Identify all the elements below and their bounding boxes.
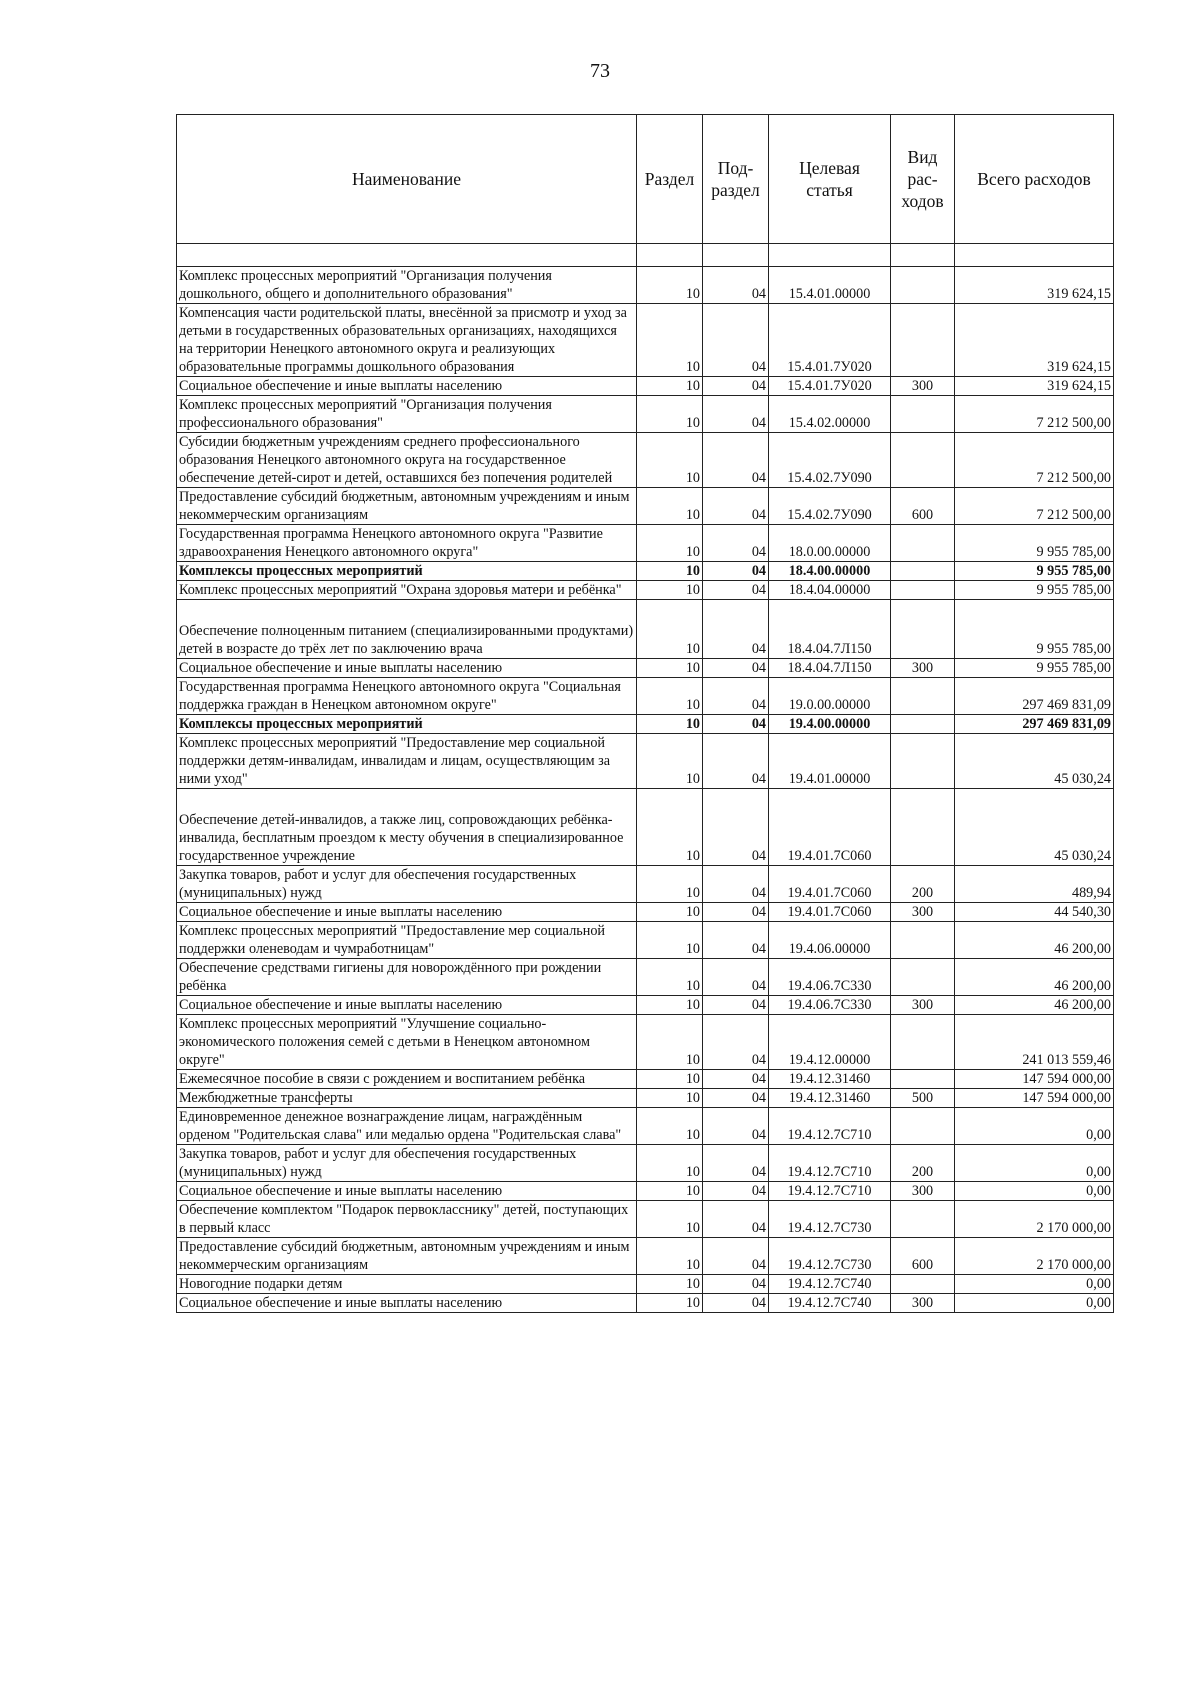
row-kind-cell [891,922,955,959]
row-total-cell: 319 624,15 [955,267,1114,304]
table-row [177,267,1114,304]
row-total-cell: 46 200,00 [955,959,1114,996]
row-kind-cell [891,304,955,377]
table-row [177,1089,1114,1108]
row-target-cell: 18.4.04.7Л150 [769,659,891,678]
row-subsection-cell: 04 [703,866,769,903]
row-total-cell: 147 594 000,00 [955,1070,1114,1089]
row-name-cell: Закупка товаров, работ и услуг для обеспечения государственных (муниципальных) нужд [177,866,637,903]
row-total-cell: 297 469 831,09 [955,678,1114,715]
row-target-cell: 19.4.06.00000 [769,922,891,959]
row-section-cell: 10 [637,525,703,562]
row-target-cell: 19.4.12.7С710 [769,1182,891,1201]
row-total-cell: 0,00 [955,1294,1114,1313]
row-subsection-cell: 04 [703,1294,769,1313]
row-name-cell: Комплекс процессных мероприятий "Охрана здоровья матери и ребёнка" [177,581,637,600]
row-target-cell: 18.4.04.00000 [769,581,891,600]
row-kind-cell [891,789,955,866]
row-subsection-cell: 04 [703,1182,769,1201]
spacer-cell [769,244,891,267]
row-name-cell: Обеспечение комплектом "Подарок первокласснику" детей, поступающих в первый класс [177,1201,637,1238]
row-kind-cell: 300 [891,659,955,678]
row-kind-cell: 300 [891,377,955,396]
row-total-cell: 0,00 [955,1182,1114,1201]
row-name-cell: Предоставление субсидий бюджетным, автономным учреждениям и иным некоммерческим организациям [177,1238,637,1275]
row-target-cell: 15.4.02.00000 [769,396,891,433]
row-subsection-cell: 04 [703,1108,769,1145]
row-subsection-cell: 04 [703,377,769,396]
row-name-cell: Компенсация части родительской платы, внесённой за присмотр и уход за детьми в государственных образовательных организациях, находящихся на территории Ненецкого автономного округа и реализующих образовательные программы дошкольного образования [177,304,637,377]
row-target-cell: 19.4.12.00000 [769,1015,891,1070]
table-row [177,1275,1114,1294]
table-row [177,715,1114,734]
spacer-cell [637,244,703,267]
table-row [177,377,1114,396]
row-name-cell: Ежемесячное пособие в связи с рождением и воспитанием ребёнка [177,1070,637,1089]
row-target-cell: 15.4.02.7У090 [769,488,891,525]
row-subsection-cell: 04 [703,734,769,789]
row-section-cell: 10 [637,659,703,678]
row-name-cell: Комплекс процессных мероприятий "Предоставление мер социальной поддержки детям-инвалидам, инвалидам и лицам, осуществляющим за ними уход" [177,734,637,789]
row-name-cell: Единовременное денежное вознаграждение лицам, награждённым орденом "Родительская слава" или медалью ордена "Родительская слава" [177,1108,637,1145]
row-section-cell: 10 [637,600,703,659]
row-kind-cell [891,1201,955,1238]
row-kind-cell [891,959,955,996]
table-header-row [177,115,1114,244]
table-row [177,996,1114,1015]
row-kind-cell [891,1070,955,1089]
row-target-cell: 15.4.02.7У090 [769,433,891,488]
row-name-cell: Комплекс процессных мероприятий "Организация получения дошкольного, общего и дополнительного образования" [177,267,637,304]
row-section-cell: 10 [637,1089,703,1108]
row-kind-cell [891,715,955,734]
row-subsection-cell: 04 [703,678,769,715]
row-kind-cell: 500 [891,1089,955,1108]
header-target: Целевая статья [769,115,891,244]
row-target-cell: 19.4.12.31460 [769,1070,891,1089]
row-total-cell: 46 200,00 [955,922,1114,959]
row-kind-cell: 300 [891,996,955,1015]
table-row [177,789,1114,866]
row-section-cell: 10 [637,866,703,903]
row-target-cell: 19.4.01.00000 [769,734,891,789]
row-subsection-cell: 04 [703,1275,769,1294]
row-subsection-cell: 04 [703,659,769,678]
row-total-cell: 147 594 000,00 [955,1089,1114,1108]
table-row [177,1015,1114,1070]
row-name-cell: Социальное обеспечение и иные выплаты населению [177,1182,637,1201]
row-target-cell: 19.4.12.7С730 [769,1238,891,1275]
row-total-cell: 2 170 000,00 [955,1238,1114,1275]
table-row [177,959,1114,996]
table-row [177,659,1114,678]
row-target-cell: 19.4.00.00000 [769,715,891,734]
row-total-cell: 0,00 [955,1108,1114,1145]
table-row [177,488,1114,525]
row-subsection-cell: 04 [703,922,769,959]
row-section-cell: 10 [637,581,703,600]
row-total-cell: 0,00 [955,1145,1114,1182]
row-kind-cell [891,525,955,562]
table-row [177,1108,1114,1145]
row-name-cell: Социальное обеспечение и иные выплаты населению [177,1294,637,1313]
row-kind-cell: 600 [891,488,955,525]
row-target-cell: 19.4.12.7С730 [769,1201,891,1238]
header-name: Наименование [177,115,637,244]
row-target-cell: 19.4.12.31460 [769,1089,891,1108]
header-kind: Вид рас- ходов [891,115,955,244]
table-row [177,1238,1114,1275]
row-subsection-cell: 04 [703,488,769,525]
row-name-cell: Социальное обеспечение и иные выплаты населению [177,659,637,678]
row-total-cell: 319 624,15 [955,304,1114,377]
row-total-cell: 44 540,30 [955,903,1114,922]
row-total-cell: 9 955 785,00 [955,525,1114,562]
row-kind-cell: 300 [891,1294,955,1313]
row-section-cell: 10 [637,1015,703,1070]
row-subsection-cell: 04 [703,1015,769,1070]
row-section-cell: 10 [637,377,703,396]
table-row [177,866,1114,903]
row-total-cell: 241 013 559,46 [955,1015,1114,1070]
row-name-cell: Новогодние подарки детям [177,1275,637,1294]
row-kind-cell [891,396,955,433]
row-name-cell: Социальное обеспечение и иные выплаты населению [177,903,637,922]
row-subsection-cell: 04 [703,304,769,377]
row-name-cell: Обеспечение полноценным питанием (специализированными продуктами) детей в возрасте до трёх лет по заключению врача [177,600,637,659]
row-total-cell: 7 212 500,00 [955,488,1114,525]
row-name-cell: Комплекс процессных мероприятий "Улучшение социально-экономического положения семей с детьми в Ненецком автономном округе" [177,1015,637,1070]
row-total-cell: 9 955 785,00 [955,562,1114,581]
row-total-cell: 0,00 [955,1275,1114,1294]
row-subsection-cell: 04 [703,996,769,1015]
row-section-cell: 10 [637,1238,703,1275]
row-subsection-cell: 04 [703,1201,769,1238]
row-subsection-cell: 04 [703,715,769,734]
table-row [177,903,1114,922]
table-row [177,1070,1114,1089]
row-section-cell: 10 [637,959,703,996]
row-section-cell: 10 [637,267,703,304]
row-target-cell: 15.4.01.7У020 [769,377,891,396]
row-name-cell: Субсидии бюджетным учреждениям среднего профессионального образования Ненецкого автономного округа на государственное обеспечение детей-сирот и детей, оставшихся без попечения родителей [177,433,637,488]
row-section-cell: 10 [637,789,703,866]
row-name-cell: Государственная программа Ненецкого автономного округа "Развитие здравоохранения Ненецкого автономного округа" [177,525,637,562]
table-row [177,1145,1114,1182]
row-total-cell: 45 030,24 [955,734,1114,789]
row-name-cell: Обеспечение детей-инвалидов, а также лиц, сопровождающих ребёнка-инвалида, бесплатным проездом к месту обучения в специализированное государственное учреждение [177,789,637,866]
row-section-cell: 10 [637,304,703,377]
row-kind-cell [891,1108,955,1145]
row-target-cell: 18.4.00.00000 [769,562,891,581]
table-body [177,244,1114,1313]
row-kind-cell [891,267,955,304]
row-total-cell: 9 955 785,00 [955,600,1114,659]
table-row [177,562,1114,581]
row-section-cell: 10 [637,1275,703,1294]
row-total-cell: 489,94 [955,866,1114,903]
row-subsection-cell: 04 [703,903,769,922]
row-subsection-cell: 04 [703,789,769,866]
budget-table [176,114,1114,1313]
row-target-cell: 19.4.06.7С330 [769,959,891,996]
row-subsection-cell: 04 [703,600,769,659]
row-section-cell: 10 [637,996,703,1015]
table-row [177,581,1114,600]
row-subsection-cell: 04 [703,1089,769,1108]
header-subsection: Под- раздел [703,115,769,244]
row-kind-cell [891,1275,955,1294]
row-name-cell: Межбюджетные трансферты [177,1089,637,1108]
row-target-cell: 19.4.12.7С710 [769,1108,891,1145]
row-name-cell: Комплексы процессных мероприятий [177,715,637,734]
row-total-cell: 319 624,15 [955,377,1114,396]
row-kind-cell [891,600,955,659]
row-section-cell: 10 [637,562,703,581]
row-kind-cell [891,562,955,581]
row-total-cell: 45 030,24 [955,789,1114,866]
row-total-cell: 46 200,00 [955,996,1114,1015]
row-target-cell: 19.0.00.00000 [769,678,891,715]
row-name-cell: Закупка товаров, работ и услуг для обеспечения государственных (муниципальных) нужд [177,1145,637,1182]
row-total-cell: 2 170 000,00 [955,1201,1114,1238]
table-row [177,922,1114,959]
row-section-cell: 10 [637,734,703,789]
table-row [177,1182,1114,1201]
row-target-cell: 18.0.00.00000 [769,525,891,562]
row-section-cell: 10 [637,1070,703,1089]
row-target-cell: 19.4.12.7С710 [769,1145,891,1182]
spacer-cell [955,244,1114,267]
row-name-cell: Государственная программа Ненецкого автономного округа "Социальная поддержка граждан в Ненецком автономном округе" [177,678,637,715]
row-subsection-cell: 04 [703,396,769,433]
row-section-cell: 10 [637,488,703,525]
row-section-cell: 10 [637,903,703,922]
spacer-cell [703,244,769,267]
row-section-cell: 10 [637,1145,703,1182]
row-kind-cell [891,1015,955,1070]
row-target-cell: 19.4.01.7С060 [769,903,891,922]
row-total-cell: 7 212 500,00 [955,396,1114,433]
row-section-cell: 10 [637,715,703,734]
row-section-cell: 10 [637,1201,703,1238]
row-name-cell: Комплексы процессных мероприятий [177,562,637,581]
row-kind-cell [891,678,955,715]
row-target-cell: 19.4.01.7С060 [769,866,891,903]
row-kind-cell: 300 [891,1182,955,1201]
row-kind-cell: 200 [891,866,955,903]
row-subsection-cell: 04 [703,267,769,304]
row-section-cell: 10 [637,1182,703,1201]
row-target-cell: 18.4.04.7Л150 [769,600,891,659]
row-target-cell: 15.4.01.7У020 [769,304,891,377]
row-subsection-cell: 04 [703,1070,769,1089]
row-subsection-cell: 04 [703,581,769,600]
row-name-cell: Обеспечение средствами гигиены для новорождённого при рождении ребёнка [177,959,637,996]
row-name-cell: Социальное обеспечение и иные выплаты населению [177,996,637,1015]
row-subsection-cell: 04 [703,433,769,488]
table-row [177,433,1114,488]
row-subsection-cell: 04 [703,959,769,996]
row-target-cell: 15.4.01.00000 [769,267,891,304]
row-kind-cell: 600 [891,1238,955,1275]
header-spacer-row [177,244,1114,267]
row-subsection-cell: 04 [703,525,769,562]
table-row [177,304,1114,377]
row-kind-cell [891,734,955,789]
table-row [177,734,1114,789]
row-target-cell: 19.4.06.7С330 [769,996,891,1015]
table-row [177,525,1114,562]
row-section-cell: 10 [637,1294,703,1313]
row-target-cell: 19.4.12.7С740 [769,1275,891,1294]
page-number: 73 [590,60,610,82]
header-section: Раздел [637,115,703,244]
spacer-cell [177,244,637,267]
row-kind-cell: 300 [891,903,955,922]
row-total-cell: 7 212 500,00 [955,433,1114,488]
row-section-cell: 10 [637,678,703,715]
row-kind-cell [891,581,955,600]
row-kind-cell [891,433,955,488]
row-name-cell: Комплекс процессных мероприятий "Организация получения профессионального образования" [177,396,637,433]
row-kind-cell: 200 [891,1145,955,1182]
table-row [177,396,1114,433]
row-subsection-cell: 04 [703,562,769,581]
row-section-cell: 10 [637,1108,703,1145]
row-subsection-cell: 04 [703,1145,769,1182]
row-total-cell: 297 469 831,09 [955,715,1114,734]
table-row [177,1294,1114,1313]
row-section-cell: 10 [637,922,703,959]
row-target-cell: 19.4.01.7С060 [769,789,891,866]
row-subsection-cell: 04 [703,1238,769,1275]
row-section-cell: 10 [637,433,703,488]
header-total: Всего расходов [955,115,1114,244]
row-total-cell: 9 955 785,00 [955,659,1114,678]
spacer-cell [891,244,955,267]
row-name-cell: Социальное обеспечение и иные выплаты населению [177,377,637,396]
table-row [177,678,1114,715]
row-target-cell: 19.4.12.7С740 [769,1294,891,1313]
row-section-cell: 10 [637,396,703,433]
table-row [177,1201,1114,1238]
row-name-cell: Предоставление субсидий бюджетным, автономным учреждениям и иным некоммерческим организациям [177,488,637,525]
table-row [177,600,1114,659]
row-total-cell: 9 955 785,00 [955,581,1114,600]
row-name-cell: Комплекс процессных мероприятий "Предоставление мер социальной поддержки оленеводам и чумработницам" [177,922,637,959]
